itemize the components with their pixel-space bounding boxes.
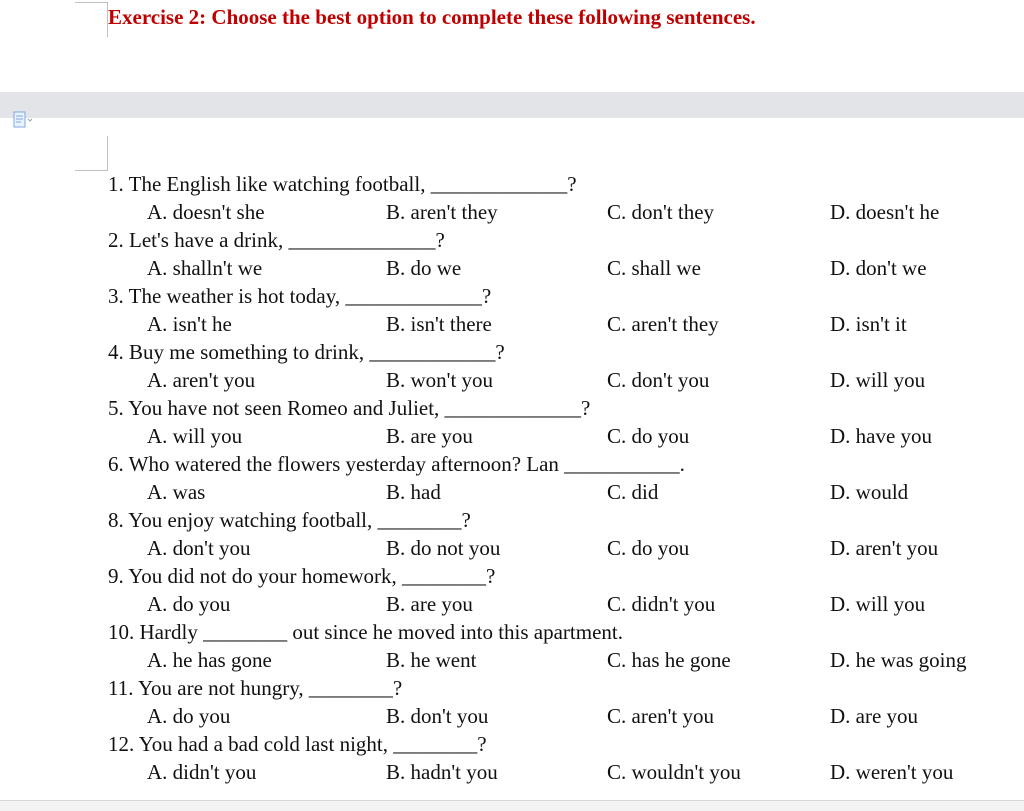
question-text: 11. You are not hungry, ________?	[108, 676, 403, 700]
option-d: D. doesn't he	[830, 200, 940, 224]
option-a: A. was	[147, 480, 206, 504]
page-corner-mark	[75, 136, 108, 171]
option-a: A. shalln't we	[147, 256, 263, 280]
option-d: D. have you	[830, 424, 933, 448]
option-b: B. isn't there	[386, 312, 492, 336]
option-b: B. hadn't you	[386, 760, 498, 784]
question-item	[0, 730, 1024, 786]
option-d: D. he was going	[830, 648, 967, 672]
option-b: B. don't you	[386, 704, 489, 728]
option-c: C. didn't you	[607, 592, 716, 616]
option-c: C. aren't you	[607, 704, 715, 728]
document-page	[0, 118, 1024, 810]
question-text: 12. You had a bad cold last night, ________?	[108, 732, 487, 756]
question-item	[0, 562, 1024, 618]
status-bar	[0, 800, 1024, 811]
option-d: D. aren't you	[830, 536, 939, 560]
option-a: A. don't you	[147, 536, 251, 560]
question-text: 4. Buy me something to drink, ____________?	[108, 340, 505, 364]
question-item	[0, 618, 1024, 674]
option-c: C. do you	[607, 536, 690, 560]
option-d: D. don't we	[830, 256, 927, 280]
question-text: 2. Let's have a drink, ______________?	[108, 228, 445, 252]
option-b: B. are you	[386, 424, 473, 448]
option-d: D. isn't it	[830, 312, 907, 336]
exercise-title: Exercise 2: Choose the best option to complete these following sentences.	[108, 5, 756, 29]
option-b: B. do not you	[386, 536, 501, 560]
question-item	[0, 338, 1024, 394]
option-a: A. do you	[147, 704, 231, 728]
question-item	[0, 394, 1024, 450]
option-b: B. do we	[386, 256, 462, 280]
question-item	[0, 226, 1024, 282]
option-b: B. won't you	[386, 368, 494, 392]
option-b: B. are you	[386, 592, 473, 616]
question-item	[0, 450, 1024, 506]
option-d: D. weren't you	[830, 760, 954, 784]
question-text: 8. You enjoy watching football, ________?	[108, 508, 471, 532]
question-item	[0, 170, 1024, 226]
document-icon[interactable]	[13, 111, 33, 129]
question-item	[0, 674, 1024, 730]
option-a: A. he has gone	[147, 648, 272, 672]
option-a: A. aren't you	[147, 368, 256, 392]
option-c: C. do you	[607, 424, 690, 448]
option-d: D. are you	[830, 704, 919, 728]
option-c: C. did	[607, 480, 659, 504]
option-c: C. has he gone	[607, 648, 731, 672]
option-a: A. isn't he	[147, 312, 232, 336]
option-b: B. had	[386, 480, 441, 504]
option-b: B. aren't they	[386, 200, 498, 224]
question-text: 9. You did not do your homework, ________?	[108, 564, 496, 588]
question-text: 1. The English like watching football, _____________?	[108, 172, 577, 196]
question-list	[0, 170, 1024, 786]
option-c: C. don't you	[607, 368, 710, 392]
page-corner-mark	[75, 2, 108, 37]
question-item	[0, 506, 1024, 562]
document-page-top	[0, 0, 1024, 93]
option-c: C. shall we	[607, 256, 701, 280]
question-text: 6. Who watered the flowers yesterday afternoon? Lan ___________.	[108, 452, 685, 476]
option-c: C. don't they	[607, 200, 715, 224]
option-d: D. will you	[830, 368, 926, 392]
option-a: A. will you	[147, 424, 243, 448]
document-icon-graphic	[13, 111, 33, 129]
option-b: B. he went	[386, 648, 477, 672]
question-text: 5. You have not seen Romeo and Juliet, _____________?	[108, 396, 591, 420]
page-separator	[0, 92, 1024, 118]
option-c: C. wouldn't you	[607, 760, 741, 784]
question-item	[0, 282, 1024, 338]
question-text: 3. The weather is hot today, _____________?	[108, 284, 492, 308]
question-text: 10. Hardly ________ out since he moved into this apartment.	[108, 620, 623, 644]
option-a: A. didn't you	[147, 760, 257, 784]
option-c: C. aren't they	[607, 312, 719, 336]
option-a: A. do you	[147, 592, 231, 616]
option-a: A. doesn't she	[147, 200, 265, 224]
option-d: D. will you	[830, 592, 926, 616]
option-d: D. would	[830, 480, 909, 504]
